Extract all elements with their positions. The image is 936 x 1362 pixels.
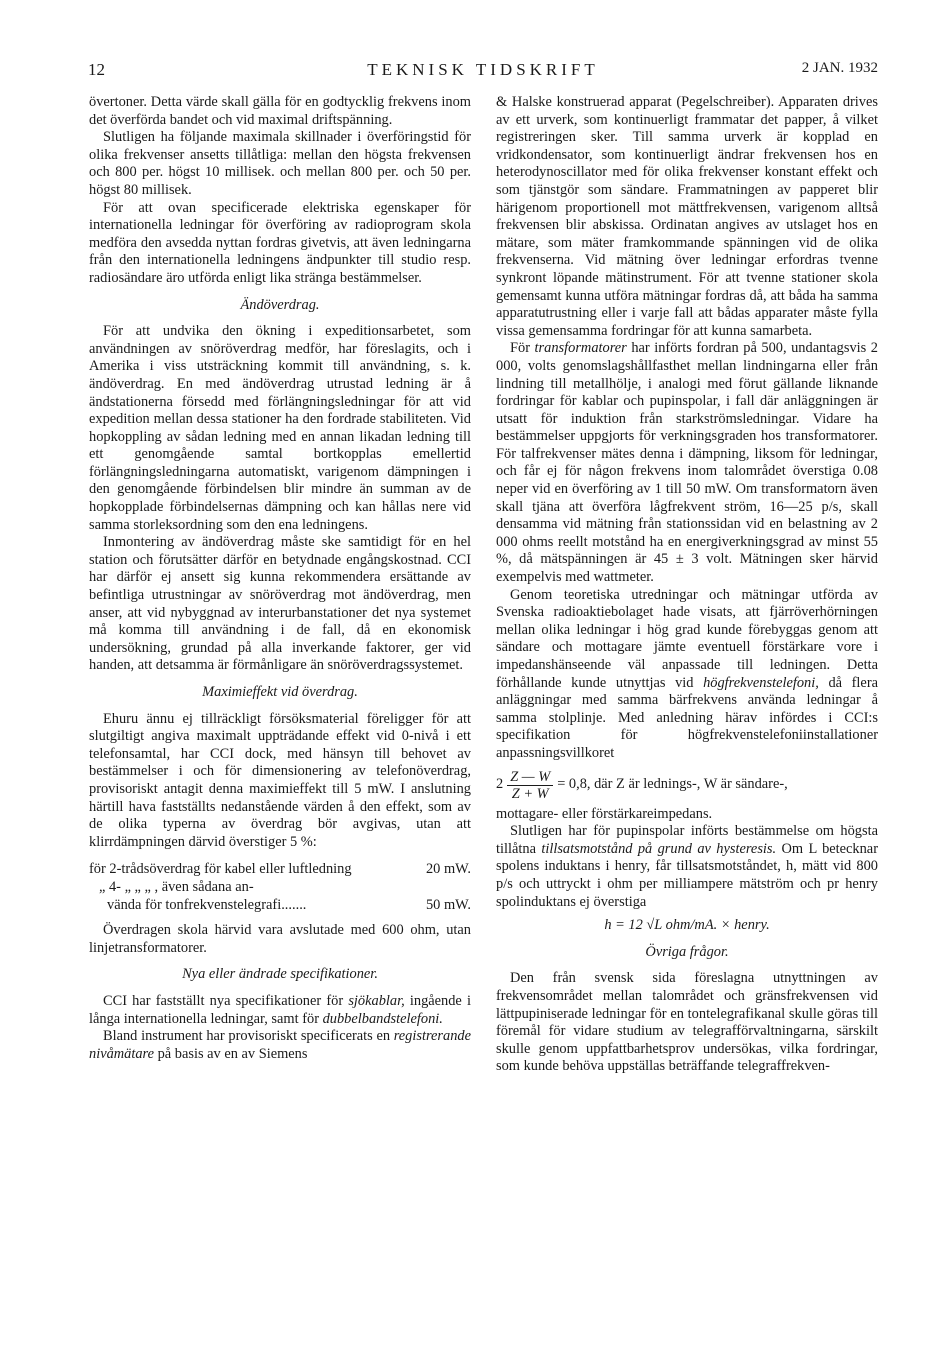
paragraph: För att undvika den ökning i expeditionsarbetet, som användningen av snöröverdrag medför, har föreslagits, och i Amerika i viss utsträckning kommit till användning, s. k. ändöverdrag. En med ändöverdrag utrustad ledning är å ändstationerna försedd med förlängningsledningar för att vid expedition mellan dessa stationer ha den fordrade stabiliteten. Vid hopkoppling av sådan ledning med en annan likadan ledning till ett genomgående samtal bortkopplas emellertid förlängningsledningarna automatiskt, varigenom dämpningen i den genomgående förbindelsen blir mindre än summan av de hopkopplade förbindelsernas dämpning och kan hållas nere vid samma storleksordning som den ena ledningens. [89,323,471,533]
list-item-label: „ 4- „ „ „ , även sådana an- [99,878,254,895]
italic-run: registrerande nivåmätare [89,1028,471,1062]
spool-formula: h = 12 √L ohm/mA. × henry. [604,917,770,934]
text-run: Bland instrument har provisoriskt specificerats en [103,1028,394,1045]
paragraph [496,340,878,586]
paragraph: Inmontering av ändöverdrag måste ske samtidigt för en hel station och förutsätter därför en betydnade engångskostnad. CCI har därför ej ansett sig kunna rekommendera ersättande av befintliga utrustningar av snöröverdrag mot ändöverdrag, men anser, att vid nybyggnad av interurbanstationer det nya systemet må komma till användning i de fall, då en ekonomisk undersökning, grundad på alla inverkande faktorer, ger vid handen, att detsamma är förmånligare än snöröverdragssystemet. [89,534,471,674]
text-run: då flera anläggningar med samma bärfrekvens använda ledningar å samma stolplinje. Med anledning härav infördes i CCI:s specifikation för högfrekvenstelefoniinstallationer anpassningsvillkoret [496,674,878,761]
list-item [89,879,471,897]
section-heading-specifikationer: Nya eller ändrade specifikationer. [182,966,378,983]
italic-run: högfrekvenstelefoni, [703,674,819,691]
paragraph: mottagare- eller förstärkareimpedans. [496,805,713,822]
left-column [89,94,471,1063]
paragraph [89,993,471,1028]
formula-fraction [507,769,553,802]
matching-formula [496,769,878,802]
paragraph: övertoner. Detta värde skall gälla för en godtycklig frekvens inom det överförda bandet och vid maximal driftspänning. [89,94,471,128]
paragraph [496,823,878,911]
section-heading-ovriga-fragor: Övriga frågor. [645,943,729,960]
paragraph: Slutligen ha följande maximala skillnader i överföringstid för olika frekvenser ansetts tillåtliga: mellan den högsta frekvensen och 800 per. högst 10 millisek. och mellan 800 per. och 50 per. högst 80 millisek. [89,129,471,198]
text-run: Genom teoretiska utredningar och mätningar utförda av Svenska radioaktiebolaget hade visats, att fjärröverhörningen mellan olika ledningar i hög grad kunde förebyggas genom att sändare och mottagare jämte eventuell förstärkare vore i impedanshänseende väl anpassade till ledningen. Detta förhållande kunde utnyttjas vid [496,586,878,691]
paragraph: & Halske konstruerad apparat (Pegelschreiber). Apparaten drives av ett urverk, som kontinuerligt frammatar det papper, å vilket registreringen sker. Till samma urverk är kopplad en vridkondensator, som kontinuerligt ändrar frekvensen hos en heterodynoscillator med för olika frekvenser konstant effekt och som tjänstgör som sändare. Frammatningen av papperet blir härigenom proportionell mot mättfrekvensen, varigenom alltså frekvensen blir abskissa. Ordinatan angives av utslaget hos en mätare, som mäter framkommande spänningen vid de olika frekvenserna. Vid mätning över ledningar erfordras tvenne synkront löpande mätinstrument. För att tvenne stationer skola gemensamt kunna utföra mätningar fordras då, att båda ha samma apparatutrustning eller i varje fall att bådas apparater måste fylla vissa gemensamma fordringar för att kunna samarbeta. [496,94,878,339]
text-run: Slutligen har för pupinspolar införts bestämmelse om högsta tillåtna [496,823,878,857]
fraction-denominator: Z + W [511,785,549,802]
right-column [496,94,878,1076]
text-run: ingående i långa internationella ledningar, samt för [89,992,471,1027]
text-run: har införts fordran på 500, undantagsvis 2 000, volts genomslagshållfasthet mellan lindningarna eller från lindning till metallhölje, i analogi med förut gällande liknande fordringar för kablar och pupinspolar, i fall där anläggningen är utsatt för induktion från starkströmsledningar. Vidare ha bestämmelser uppgjorts för verkningsgraden hos transformatorer. För talfrekvenser mätes denna i dämpning, liksom för ledningar, och får ej för någon frekvens inom talområdet överstiga 0.08 neper vid en överföring av 1 till 50 mW. Om transformatorn även skall tjäna att överföra lågfrekvent ström, 16—25 p/s, skall densamma vid mätning från stationssidan vid en belastning av 2 000 ohms reellt motstånd ha en energiverkningsgrad av minst 55 %, då mätspänningen är 45 ± 3 volt. Mätningen sker härvid exempelvis med wattmeter. [496,340,878,586]
list-item [89,861,471,879]
italic-run: transformatorer [534,340,627,357]
list-item-value: 20 mW. [425,861,471,878]
text-run: CCI har fastställt nya specifikationer för [103,992,349,1009]
section-heading-andoverdrag: Ändöverdrag. [240,296,320,313]
fraction-numerator: Z — W [507,769,553,786]
section-heading-maximieffekt: Maximieffekt vid överdrag. [202,684,358,700]
effect-list [89,861,471,914]
text-run: För [510,340,535,357]
paragraph [89,1028,471,1063]
formula-prefix: 2 [496,776,504,793]
list-item-label: vända för tonfrekvenstelegrafi....... [107,896,307,913]
paragraph: För att ovan specificerade elektriska egenskaper för internationella ledningar för överföring av radioprogram skola medföra den avsedda nyttan fordras givetvis, att även ledningarna från den internationella ledningens ändpunkter till studio resp. radiosändare äro utförda enligt lika stränga bestämmelser. [89,199,471,286]
italic-run: sjökablar, [348,992,405,1009]
page-number: 12 [88,60,105,79]
list-item-label: för 2-trådsöverdrag för kabel eller luftledning [89,861,352,878]
formula-suffix: = 0,8, där Z är lednings-, W är sändare-, [557,776,788,793]
page-header [88,60,878,84]
italic-run: tillsatsmotstånd på grund av hysteresis. [541,840,777,857]
paragraph: Ehuru ännu ej tillräckligt försöksmaterial föreligger för att slutgiltigt angiva maximalt uppträdande effekt vid 0-nivå i ett telefonsamtal, har CCI dock, med hänsyn till behovet av bestämmelser i och för dimensionering av telefonöverdrag, provisoriskt antagit denna maximieffekt till 5 mW. I anslutning härtill hava fastställts nedanstående värden å den effekt, som av de olika typerna av överdrag bör avgivas, utan att klirrdämpningen därvid överstiger 5 %: [89,710,471,850]
text-run: på basis av en av Siemens [154,1045,308,1062]
journal-title: TEKNISK TIDSKRIFT [367,60,599,79]
italic-run: dubbelbandstelefoni. [322,1010,443,1027]
list-item [89,897,471,915]
list-item-value: 50 mW. [425,896,471,913]
text-run: Om L betecknar spolens induktans i henry, får tillsatsmotståndet, h, mätt vid 800 p/s och uttryckt i ohm per milliampere mätström och pr henry spolinduktans ej överstiga [496,840,878,910]
paragraph: Den från svensk sida föreslagna utnyttningen av frekvensområdet mellan talområdet och gränsfrekvensen vid lättpupiniserade ledningar för en tontelegrafikanal skulle göras till föremål för vidare studium av telegrafförvaltningarna, särskilt skulle genom uppfattbarhetsprov undersökas, vilka fordringar, som kunde behöva uppställas beträffande telegraffrekven- [496,970,878,1075]
paragraph: Överdragen skola härvid vara avslutade med 600 ohm, utan linjetransformatorer. [89,922,471,956]
paragraph [496,587,878,763]
issue-date: 2 JAN. 1932 [801,60,878,76]
